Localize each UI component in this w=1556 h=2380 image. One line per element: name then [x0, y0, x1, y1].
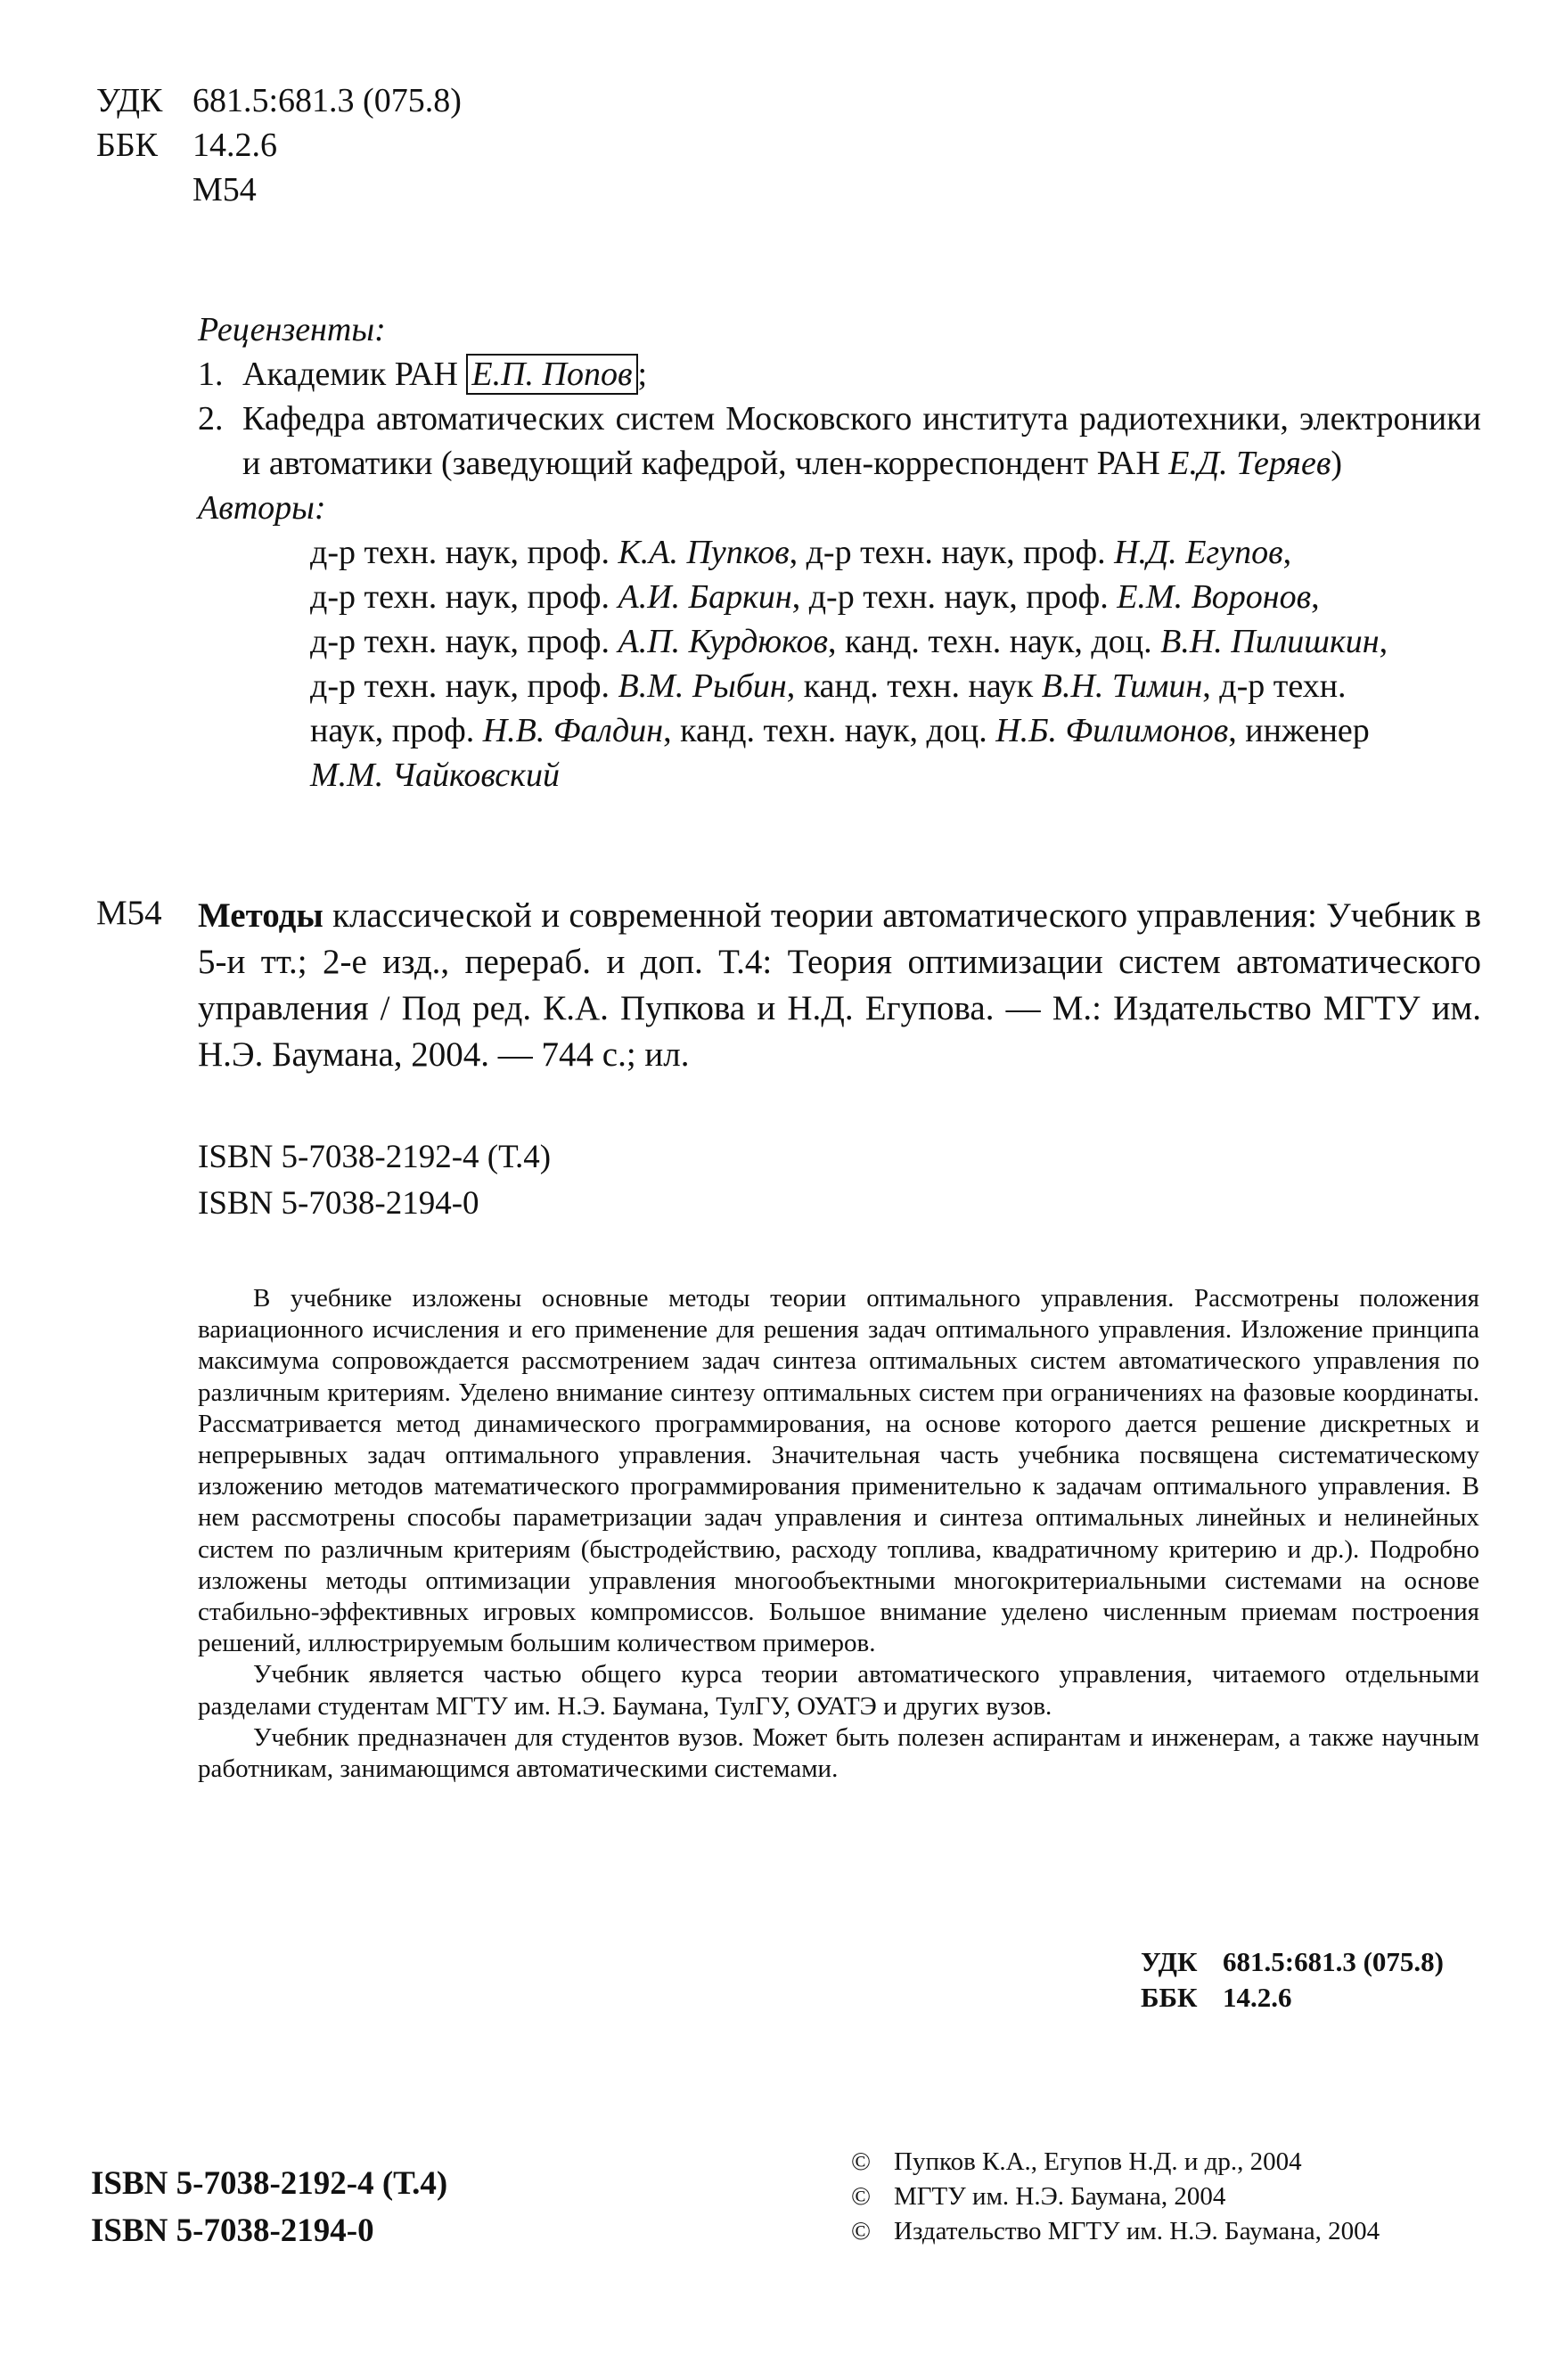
isbn-bottom-block: [91, 2160, 447, 2254]
bibliographic-record: [198, 893, 1481, 1078]
copyright-text: Издательство МГТУ им. Н.Э. Баумана, 2004: [894, 2217, 1380, 2245]
copyright-block: [851, 2145, 1380, 2249]
reviewer-affiliation: Академик РАН: [242, 356, 458, 393]
reviewer-text: [242, 352, 1481, 397]
udk-bottom-value: 681.5:681.3 (075.8): [1223, 1946, 1444, 1977]
bib-text: классической и современной теории автоматического управления: Учебник в 5-и тт.; 2-е изд., перераб. и доп. Т.4: Теория оптимизации систем автоматического управления / Под ред. К.А. Пупкова и Н.Д. Егупова. — М.: Издательство МГТУ им. Н.Э. Баумана, 2004. — 744 с.; ил.: [198, 896, 1481, 1074]
bib-author-mark: М54: [96, 894, 162, 932]
reviewer-item-1: [198, 352, 1481, 397]
reviewer-name-boxed: Е.П. Попов: [466, 354, 637, 395]
bib-title-bold: Методы: [198, 896, 323, 935]
reviewer-suffix: ;: [637, 356, 648, 393]
bbk-label: ББК: [96, 127, 158, 164]
author-line: д-р техн. наук, проф. В.М. Рыбин, канд. техн. наук В.Н. Тимин, д-р техн.: [310, 667, 1347, 705]
reviewer-text: [242, 397, 1481, 486]
credits-section: [198, 307, 1481, 797]
isbn-first: ISBN 5-7038-2192-4 (Т.4): [198, 1139, 552, 1175]
author-line: д-р техн. наук, проф. К.А. Пупков, д-р техн. наук, проф. Н.Д. Егупов,: [310, 534, 1292, 571]
abstract: [198, 1283, 1479, 1785]
author-mark: М54: [192, 171, 257, 209]
bbk-line: [96, 123, 462, 168]
udk-label: УДК: [96, 82, 163, 119]
reviewer-suffix: ): [1331, 445, 1342, 482]
copyright-text: Пупков К.А., Егупов Н.Д. и др., 2004: [894, 2147, 1302, 2176]
isbn-bottom-first: ISBN 5-7038-2192-4 (Т.4): [91, 2165, 448, 2202]
copyright-line: [851, 2180, 1380, 2214]
copyright-icon: ©: [851, 2147, 872, 2176]
reviewer-item-2: [198, 397, 1481, 486]
copyright-line: [851, 2145, 1380, 2180]
reviewers-heading: Рецензенты:: [198, 311, 386, 348]
reviewer-number: 1.: [198, 356, 224, 393]
classification-bottom: [1141, 1944, 1444, 2016]
author-mark-line: [96, 168, 462, 212]
author-line: д-р техн. наук, проф. А.И. Баркин, д-р техн. наук, проф. Е.М. Воронов,: [310, 578, 1320, 616]
bbk-bottom-value: 14.2.6: [1223, 1982, 1292, 2013]
isbn-block: [198, 1134, 551, 1227]
reviewer-affiliation: Кафедра автоматических систем Московского института радиотехники, электроники и автоматики (заведующий кафедрой, член-корреспондент РАН: [242, 400, 1481, 482]
copyright-icon: ©: [851, 2217, 872, 2245]
copyright-text: МГТУ им. Н.Э. Баумана, 2004: [894, 2182, 1226, 2211]
copyright-line: [851, 2214, 1380, 2249]
reviewer-name: Е.Д. Теряев: [1168, 445, 1331, 482]
bbk-value: 14.2.6: [192, 127, 277, 164]
authors-list: [310, 530, 1481, 797]
classification-top: [96, 78, 462, 212]
udk-bottom-line: [1141, 1944, 1444, 1980]
udk-line: [96, 78, 462, 123]
abstract-paragraph-1: В учебнике изложены основные методы теории оптимального управления. Рассмотрены положения вариационного исчисления и его применение для решения задач оптимального управления. Изложение принципа максимума сопровождается рассмотрением задач синтеза оптимальных систем автоматического управления по различным критериям. Уделено внимание синтезу оптимальных систем при ограничениях на фазовые координаты. Рассматривается метод динамического программирования, на основе которого дается решение дискретных и непрерывных задач оптимального управления. Значительная часть учебника посвящена систематическому изложению методов математического программирования применительно к задачам оптимального управления. В нем рассмотрены способы параметризации задач управления и синтеза оптимальных линейных и нелинейных систем по различным критериям (быстродействию, расходу топлива, квадратичному критерию и др.). Подробно изложены методы оптимизации управления многообъектными многокритериальными системами на основе стабильно-эффективных игровых компромиссов. Большое внимание уделено численным приемам построения решений, иллюстрируемым большим количеством примеров.: [198, 1284, 1479, 1658]
abstract-paragraph-2: Учебник является частью общего курса теории автоматического управления, читаемого отдельными разделами студентам МГТУ им. Н.Э. Баумана, ТулГУ, ОУАТЭ и других вузов.: [198, 1660, 1479, 1721]
udk-value: 681.5:681.3 (075.8): [192, 82, 462, 119]
copyright-icon: ©: [851, 2182, 872, 2211]
reviewer-number: 2.: [198, 400, 224, 438]
udk-bottom-label: УДК: [1141, 1946, 1198, 1977]
abstract-paragraph-3: Учебник предназначен для студентов вузов. Может быть полезен аспирантам и инженерам, а также научным работникам, занимающимся автоматическими системами.: [198, 1722, 1479, 1784]
bbk-bottom-label: ББК: [1141, 1982, 1198, 2013]
author-line-last: М.М. Чайковский: [310, 757, 560, 794]
author-line: д-р техн. наук, проф. А.П. Курдюков, канд. техн. наук, доц. В.Н. Пилишкин,: [310, 623, 1388, 660]
authors-heading: Авторы:: [198, 489, 326, 527]
author-line: наук, проф. Н.В. Фалдин, канд. техн. наук, доц. Н.Б. Филимонов, инженер: [310, 712, 1370, 749]
isbn-second: ISBN 5-7038-2194-0: [198, 1185, 479, 1222]
bbk-bottom-line: [1141, 1980, 1444, 2016]
isbn-bottom-second: ISBN 5-7038-2194-0: [91, 2212, 374, 2249]
